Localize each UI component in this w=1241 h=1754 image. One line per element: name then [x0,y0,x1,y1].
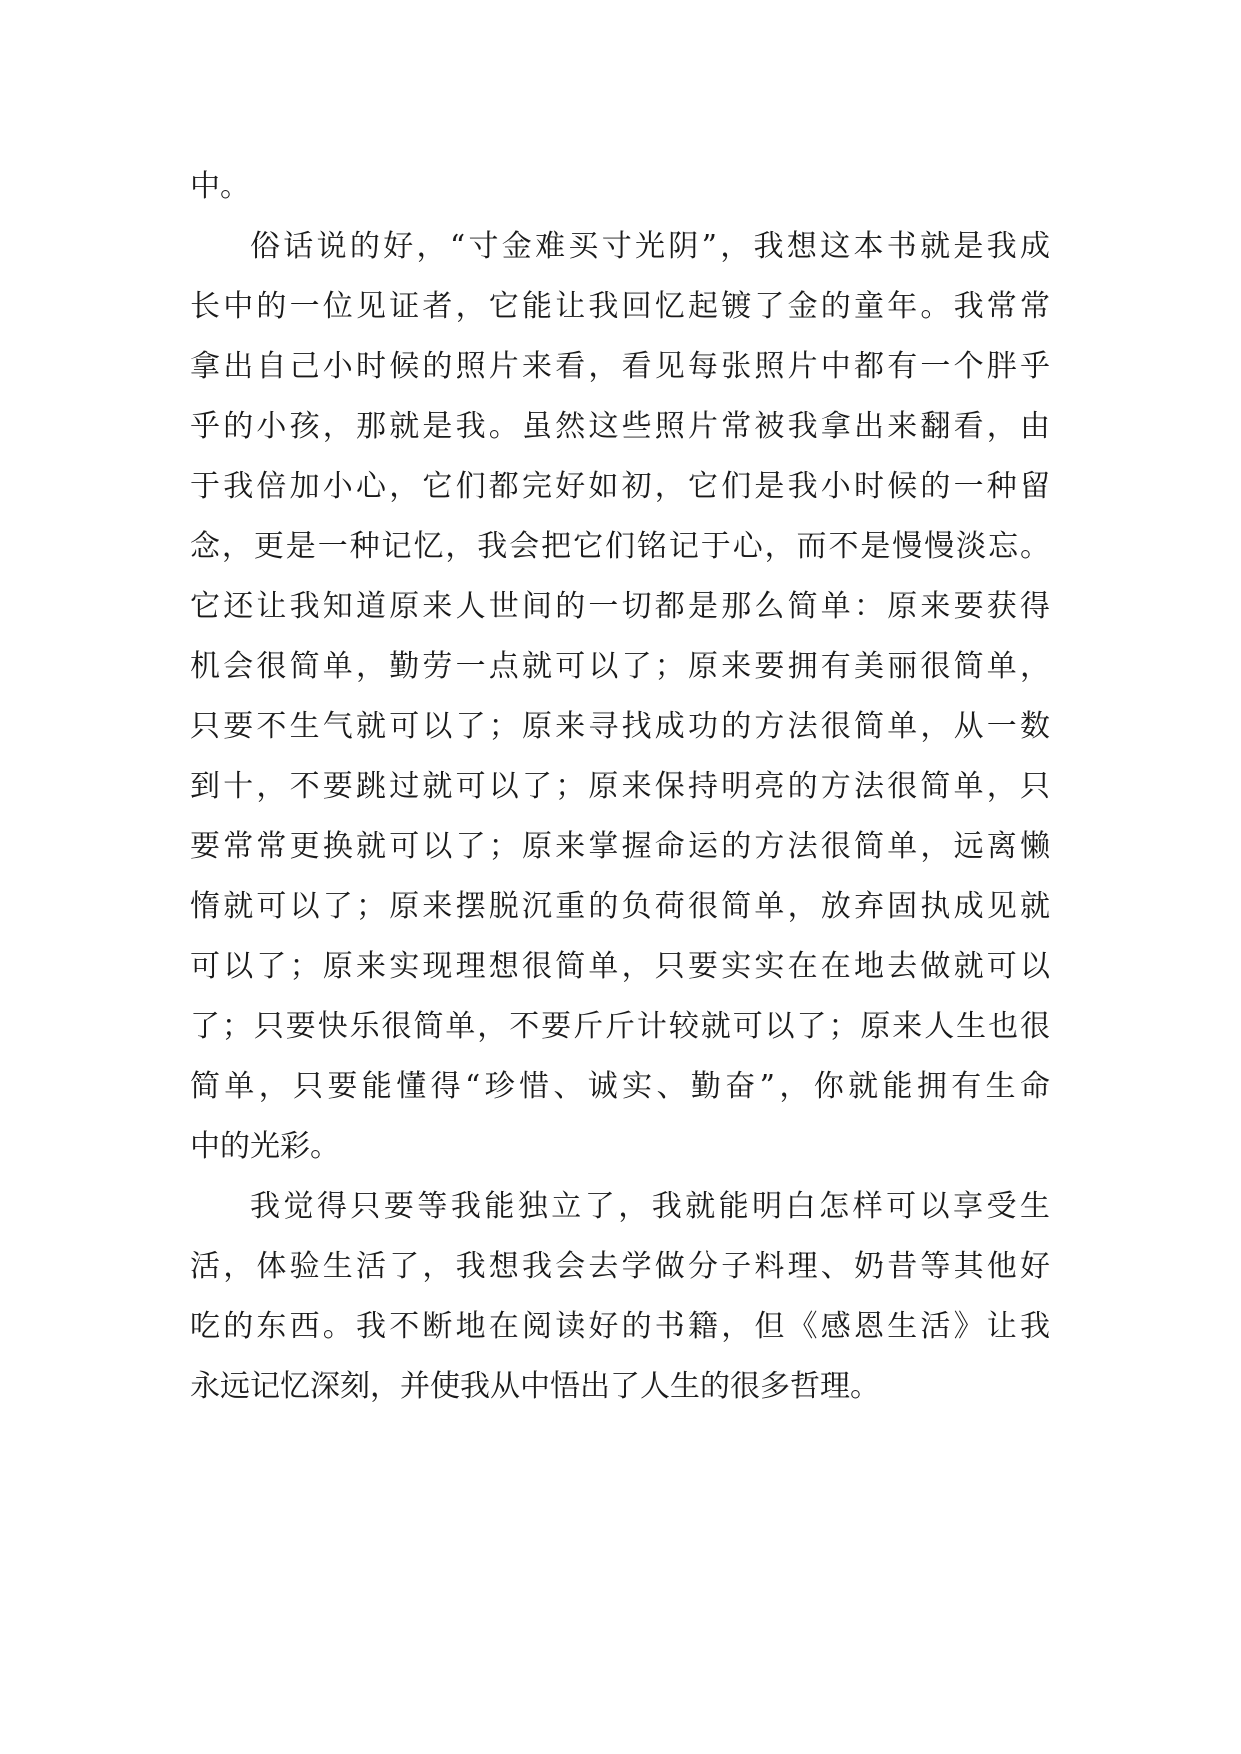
text-line: 机会很简单，勤劳一点就可以了；原来要拥有美丽很简单， [190,649,1050,684]
text-line: 惰就可以了；原来摆脱沉重的负荷很简单，放弃固执成见就 [190,889,1050,924]
text-line: 要常常更换就可以了；原来掌握命运的方法很简单，远离懒 [190,829,1050,864]
text-line: 拿出自己小时候的照片来看，看见每张照片中都有一个胖乎 [190,349,1050,384]
text-line: 可以了；原来实现理想很简单，只要实实在在地去做就可以 [190,949,1050,984]
body-text [190,157,1050,1417]
text-line: 到十，不要跳过就可以了；原来保持明亮的方法很简单，只 [190,769,1050,804]
text-line: 只要不生气就可以了；原来寻找成功的方法很简单，从一数 [190,709,1050,744]
text-line: 了；只要快乐很简单，不要斤斤计较就可以了；原来人生也很 [190,1009,1050,1044]
text-line: 念，更是一种记忆，我会把它们铭记于心，而不是慢慢淡忘。 [190,529,1050,564]
text-line: 中的光彩。 [190,1129,340,1164]
text-line: 它还让我知道原来人世间的一切都是那么简单：原来要获得 [190,589,1050,624]
text-line: 中。 [190,169,250,204]
text-line: 永远记忆深刻，并使我从中悟出了人生的很多哲理。 [190,1369,880,1404]
text-line: 简单，只要能懂得“珍惜、诚实、勤奋”，你就能拥有生命 [190,1069,1050,1104]
text-line: 活，体验生活了，我想我会去学做分子料理、奶昔等其他好 [190,1249,1050,1284]
text-line: 乎的小孩，那就是我。虽然这些照片常被我拿出来翻看，由 [190,409,1050,444]
text-line: 吃的东西。我不断地在阅读好的书籍，但《感恩生活》让我 [190,1309,1050,1344]
text-line: 长中的一位见证者，它能让我回忆起镀了金的童年。我常常 [190,289,1050,324]
text-line: 俗话说的好，“寸金难买寸光阴”，我想这本书就是我成 [250,229,1050,264]
text-line: 于我倍加小心，它们都完好如初，它们是我小时候的一种留 [190,469,1050,504]
text-line: 我觉得只要等我能独立了，我就能明白怎样可以享受生 [250,1189,1050,1224]
